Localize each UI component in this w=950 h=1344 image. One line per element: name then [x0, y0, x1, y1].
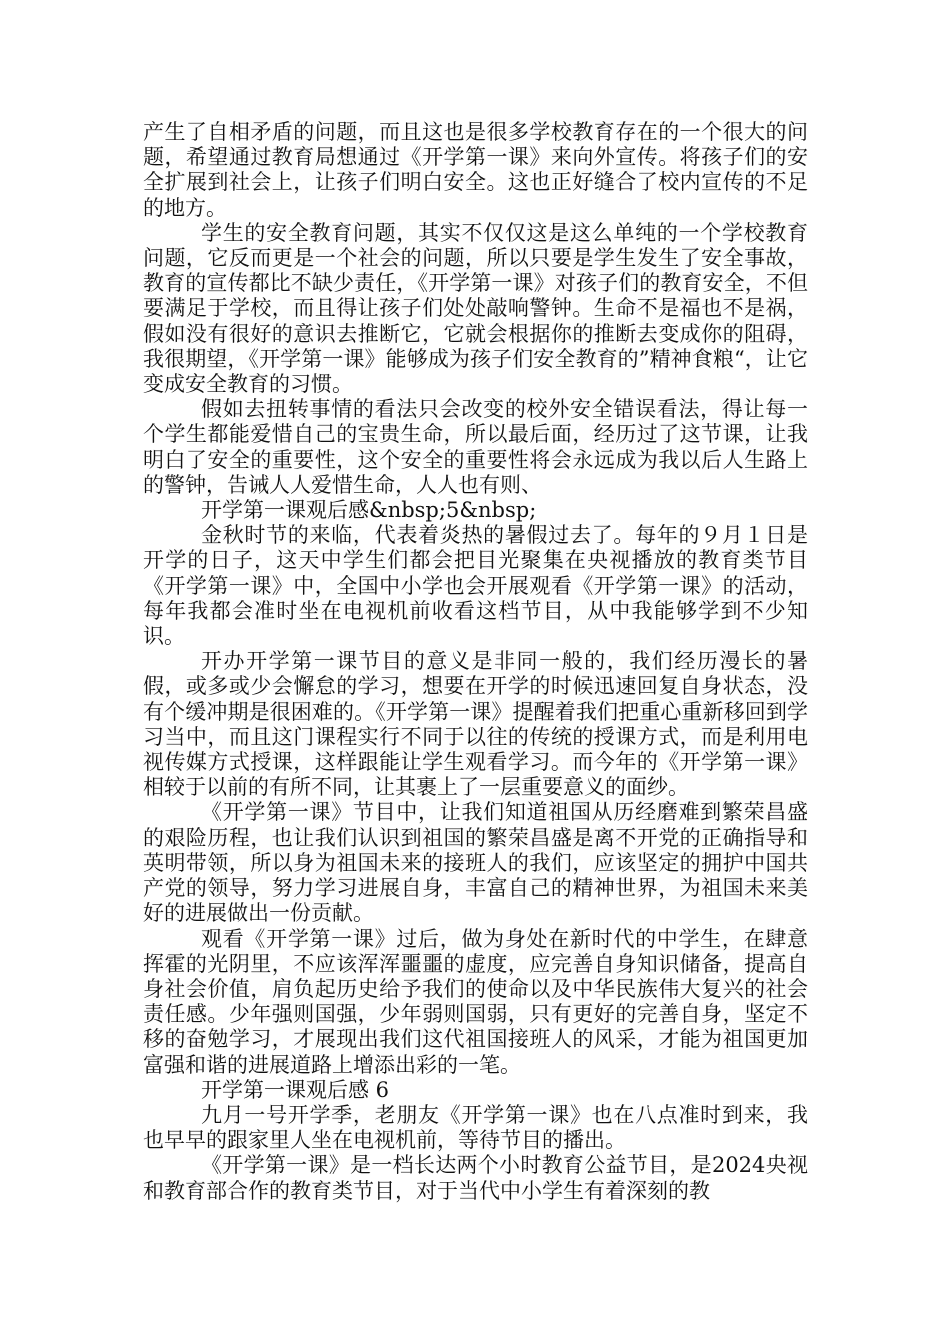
section-heading: 开学第一课观后感&nbsp;5&nbsp; [201, 498, 537, 523]
paragraph: 《开学第一课》节目中，让我们知道祖国从历经磨难到繁荣昌盛的艰险历程，也让我们认识到祖国的繁荣昌盛是离不开党的正确指导和英明带领，所以身为祖国未来的接班人的我们，应该坚定的拥护中国共产党的领导，努力学习进展自身，丰富自己的精神世界，为祖国未来美好的进展做出一份贡献。 [143, 800, 808, 926]
section-heading: 开学第一课观后感 6 [201, 1077, 390, 1102]
paragraph: 九月一号开学季，老朋友《开学第一课》也在八点准时到来，我也早早的跟家里人坐在电视机前，等待节目的播出。 [143, 1102, 808, 1153]
paragraph: 假如去扭转事情的看法只会改变的校外安全错误看法，得让每一个学生都能爱惜自己的宝贵生命，所以最后面，经历过了这节课，让我明白了安全的重要性，这个安全的重要性将会永远成为我以后人生路上的警钟，告诫人人爱惜生命，人人也有则、 [143, 397, 808, 497]
document-page [143, 120, 808, 1204]
paragraph: 开办开学第一课节目的意义是非同一般的，我们经历漫长的暑假，或多或少会懈怠的学习，想要在开学的时候迅速回复自身状态，没有个缓冲期是很困难的。《开学第一课》提醒着我们把重心重新移回到学习当中，而且这门课程实行不同于以往的传统的授课方式，而是利用电视传媒方式授课，这样跟能让学生观看学习。而今年的《开学第一课》相较于以前的有所不同，让其裹上了一层重要意义的面纱。 [143, 649, 808, 800]
paragraph: 《开学第一课》是一档长达两个小时教育公益节目，是2024央视和教育部合作的教育类节目，对于当代中小学生有着深刻的教 [143, 1153, 808, 1203]
paragraph-continued: 产生了自相矛盾的问题，而且这也是很多学校教育存在的一个很大的问题，希望通过教育局想通过《开学第一课》来向外宣传。将孩子们的安全扩展到社会上，让孩子们明白安全。这也正好缝合了校内宣传的不足的地方。 [143, 120, 808, 220]
paragraph: 观看《开学第一课》过后，做为身处在新时代的中学生，在肆意挥霍的光阴里，不应该浑浑噩噩的虚度，应完善自身知识储备，提高自身社会价值，肩负起历史给予我们的使命以及中华民族伟大复兴的社会责任感。少年强则国强，少年弱则国弱，只有更好的完善自身，坚定不移的奋勉学习，才展现出我们这代祖国接班人的风采，才能为祖国更加富强和谐的进展道路上增添出彩的一笔。 [143, 926, 808, 1077]
paragraph: 学生的安全教育问题，其实不仅仅这是这么单纯的一个学校教育问题，它反而更是一个社会的问题，所以只要是学生发生了安全事故，教育的宣传都比不缺少责任，《开学第一课》对孩子们的教育安全，不但要满足于学校，而且得让孩子们处处敲响警钟。生命不是福也不是祸，假如没有很好的意识去推断它，它就会根据你的推断去变成你的阻碍，我很期望，《开学第一课》能够成为孩子们安全教育的”精神食粮“，让它变成安全教育的习惯。 [143, 220, 808, 397]
paragraph: 金秋时节的来临，代表着炎热的暑假过去了。每年的９月１日是开学的日子，这天中学生们都会把目光聚集在央视播放的教育类节目《开学第一课》中，全国中小学也会开展观看《开学第一课》的活动，每年我都会准时坐在电视机前收看这档节目，从中我能够学到不少知识。 [143, 523, 808, 649]
